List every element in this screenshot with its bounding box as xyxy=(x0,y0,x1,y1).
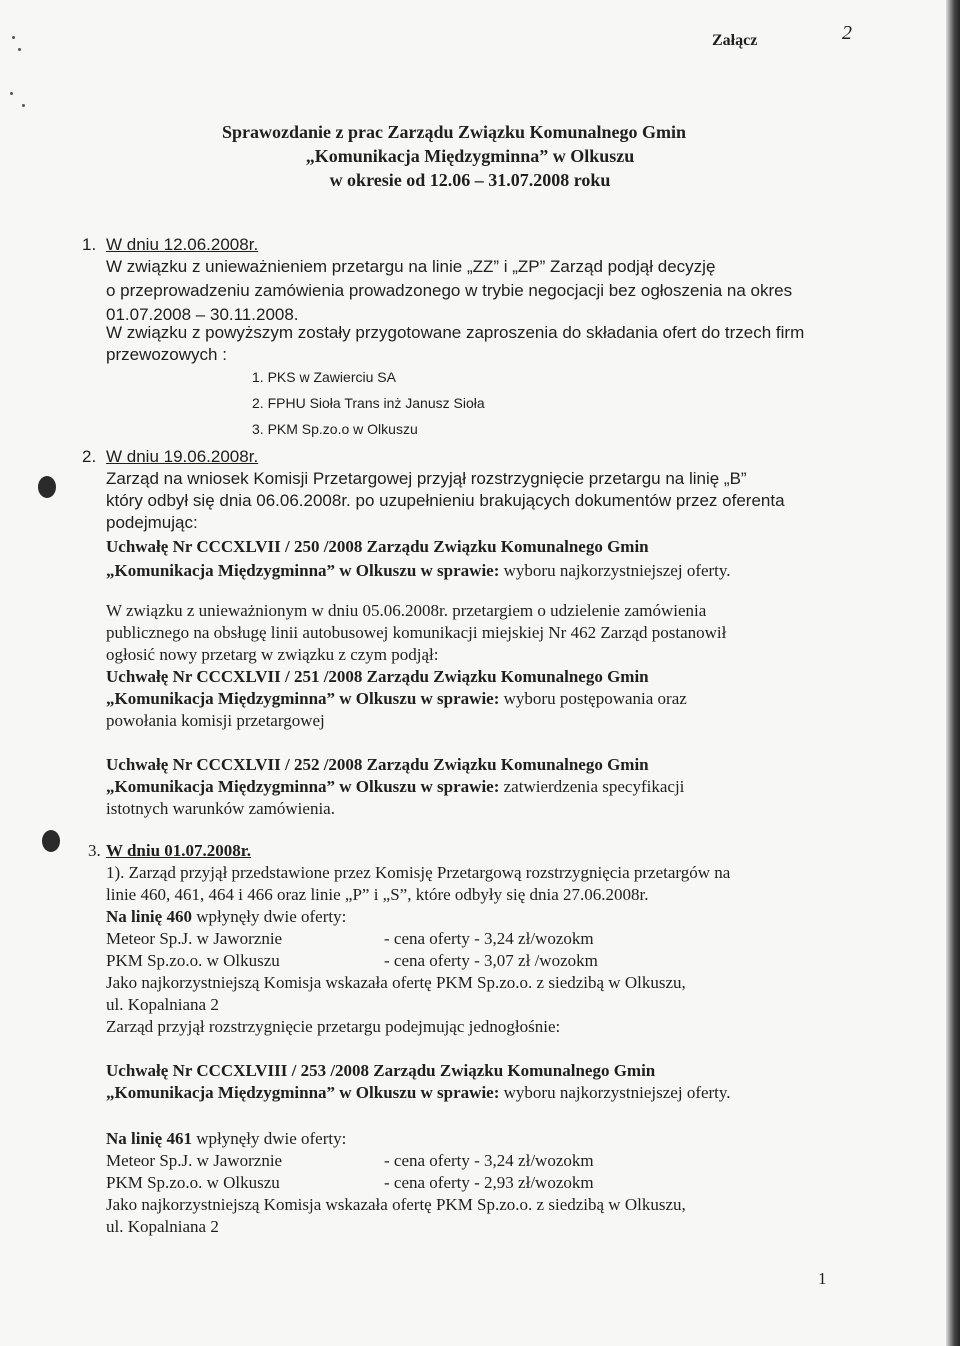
best-offer-460: Jako najkorzystniejszą Komisja wskazała ofertę PKM Sp.zo.o. z siedzibą w Olkuszu, xyxy=(106,973,686,992)
line-460-heading: Na linię 460 wpłynęły dwie oferty: xyxy=(106,907,347,926)
section-1-para: o przeprowadzeniu zamówienia prowadzonego w trybie negocjacji bez ogłoszenia na okres xyxy=(106,281,793,300)
resolution-252: Uchwałę Nr CCCXLVII / 252 /2008 Zarządu Związku Komunalnego Gmin xyxy=(106,755,649,774)
title-line-2: „Komunikacja Międzygminna” w Olkuszu xyxy=(305,146,635,166)
best-offer-461: Jako najkorzystniejszą Komisja wskazała ofertę PKM Sp.zo.o. z siedzibą w Olkuszu, xyxy=(106,1195,686,1214)
section-2-para: podejmując: xyxy=(106,513,198,532)
section-2-para: W związku z unieważnionym w dniu 05.06.2008r. przetargiem o udzielenie zamówienia xyxy=(106,601,707,620)
section-3-para: 1). Zarząd przyjął przedstawione przez Komisję Przetargową rozstrzygnięcia przetargów na xyxy=(106,863,731,882)
punch-hole xyxy=(42,830,60,852)
resolution-252-subject: „Komunikacja Międzygminna” w Olkuszu w sprawie: zatwierdzenia specyfikacji xyxy=(106,777,685,796)
section-3-number: 3. xyxy=(88,841,101,860)
firm-list-item: 2. FPHU Sioła Trans inż Janusz Sioła xyxy=(252,395,485,411)
resolution-250: Uchwałę Nr CCCXLVII / 250 /2008 Zarządu Związku Komunalnego Gmin xyxy=(106,537,649,556)
offer-price: - cena oferty - 2,93 zł/wozokm xyxy=(384,1173,594,1192)
offer-firm: Meteor Sp.J. w Jaworznie xyxy=(106,1151,283,1170)
scan-speck xyxy=(10,92,13,95)
section-2-para: Zarząd na wniosek Komisji Przetargowej przyjął rozstrzygnięcie przetargu na linię „B” xyxy=(106,469,747,488)
attachment-number: 2 xyxy=(842,22,852,44)
offer-price: - cena oferty - 3,07 zł /wozokm xyxy=(384,951,598,970)
firm-list-item: 1. PKS w Zawierciu SA xyxy=(252,369,396,385)
line-461-heading: Na linię 461 wpłynęły dwie oferty: xyxy=(106,1129,347,1148)
resolution-250-subject: „Komunikacja Międzygminna” w Olkuszu w sprawie: wyboru najkorzystniejszej oferty. xyxy=(106,561,731,580)
page-number: 1 xyxy=(818,1269,827,1288)
section-2-para: ogłosić nowy przetarg w związku z czym podjął: xyxy=(106,645,439,664)
best-offer-461-address: ul. Kopalniana 2 xyxy=(106,1217,219,1236)
resolution-251-subject: „Komunikacja Międzygminna” w Olkuszu w sprawie: wyboru postępowania oraz xyxy=(106,689,687,708)
title-line-1: Sprawozdanie z prac Zarządu Związku Komunalnego Gmin xyxy=(222,122,687,142)
section-2-date: W dniu 19.06.2008r. xyxy=(106,447,259,466)
section-1-number: 1. xyxy=(82,235,97,254)
section-2-para: który odbył się dnia 06.06.2008r. po uzupełnieniu brakujących dokumentów przez oferenta xyxy=(106,491,785,510)
offer-firm: Meteor Sp.J. w Jaworznie xyxy=(106,929,283,948)
section-2-number: 2. xyxy=(82,447,97,466)
section-1-date: W dniu 12.06.2008r. xyxy=(106,235,259,254)
firm-list-item: 3. PKM Sp.zo.o w Olkuszu xyxy=(252,421,418,437)
resolution-253-subject: „Komunikacja Międzygminna” w Olkuszu w sprawie: wyboru najkorzystniejszej oferty. xyxy=(106,1083,731,1102)
section-3-para: linie 460, 461, 464 i 466 oraz linie „P” i „S”, które odbyły się dnia 27.06.2008r. xyxy=(106,885,649,904)
section-1-para: przewozowych : xyxy=(106,345,227,364)
section-1-para: 01.07.2008 – 30.11.2008. xyxy=(106,305,299,324)
scan-speck xyxy=(22,104,25,107)
attachment-stamp: Załącz xyxy=(712,32,758,49)
punch-hole xyxy=(38,476,56,498)
resolution-252-cont: istotnych warunków zamówienia. xyxy=(106,799,335,818)
accept-460: Zarząd przyjął rozstrzygnięcie przetargu podejmując jednogłośnie: xyxy=(106,1017,561,1036)
best-offer-460-address: ul. Kopalniana 2 xyxy=(106,995,219,1014)
section-3-date: W dniu 01.07.2008r. xyxy=(106,841,252,860)
scan-speck xyxy=(18,48,21,51)
section-1-para: W związku z unieważnieniem przetargu na linie „ZZ” i „ZP” Zarząd podjął decyzję xyxy=(106,257,716,276)
scan-speck xyxy=(12,36,15,39)
section-2-para: publicznego na obsługę linii autobusowej komunikacji miejskiej Nr 462 Zarząd postanowił xyxy=(106,623,727,642)
section-1-para: W związku z powyższym zostały przygotowane zaproszenia do składania ofert do trzech firm xyxy=(106,323,805,342)
resolution-251: Uchwałę Nr CCCXLVII / 251 /2008 Zarządu Związku Komunalnego Gmin xyxy=(106,667,649,686)
resolution-251-cont: powołania komisji przetargowej xyxy=(106,711,325,730)
resolution-253: Uchwałę Nr CCCXLVIII / 253 /2008 Zarządu Związku Komunalnego Gmin xyxy=(106,1061,656,1080)
offer-price: - cena oferty - 3,24 zł/wozokm xyxy=(384,1151,594,1170)
offer-firm: PKM Sp.zo.o. w Olkuszu xyxy=(106,951,280,970)
offer-firm: PKM Sp.zo.o. w Olkuszu xyxy=(106,1173,280,1192)
scan-edge xyxy=(946,0,960,1346)
title-line-3: w okresie od 12.06 – 31.07.2008 roku xyxy=(329,170,611,190)
offer-price: - cena oferty - 3,24 zł/wozokm xyxy=(384,929,594,948)
